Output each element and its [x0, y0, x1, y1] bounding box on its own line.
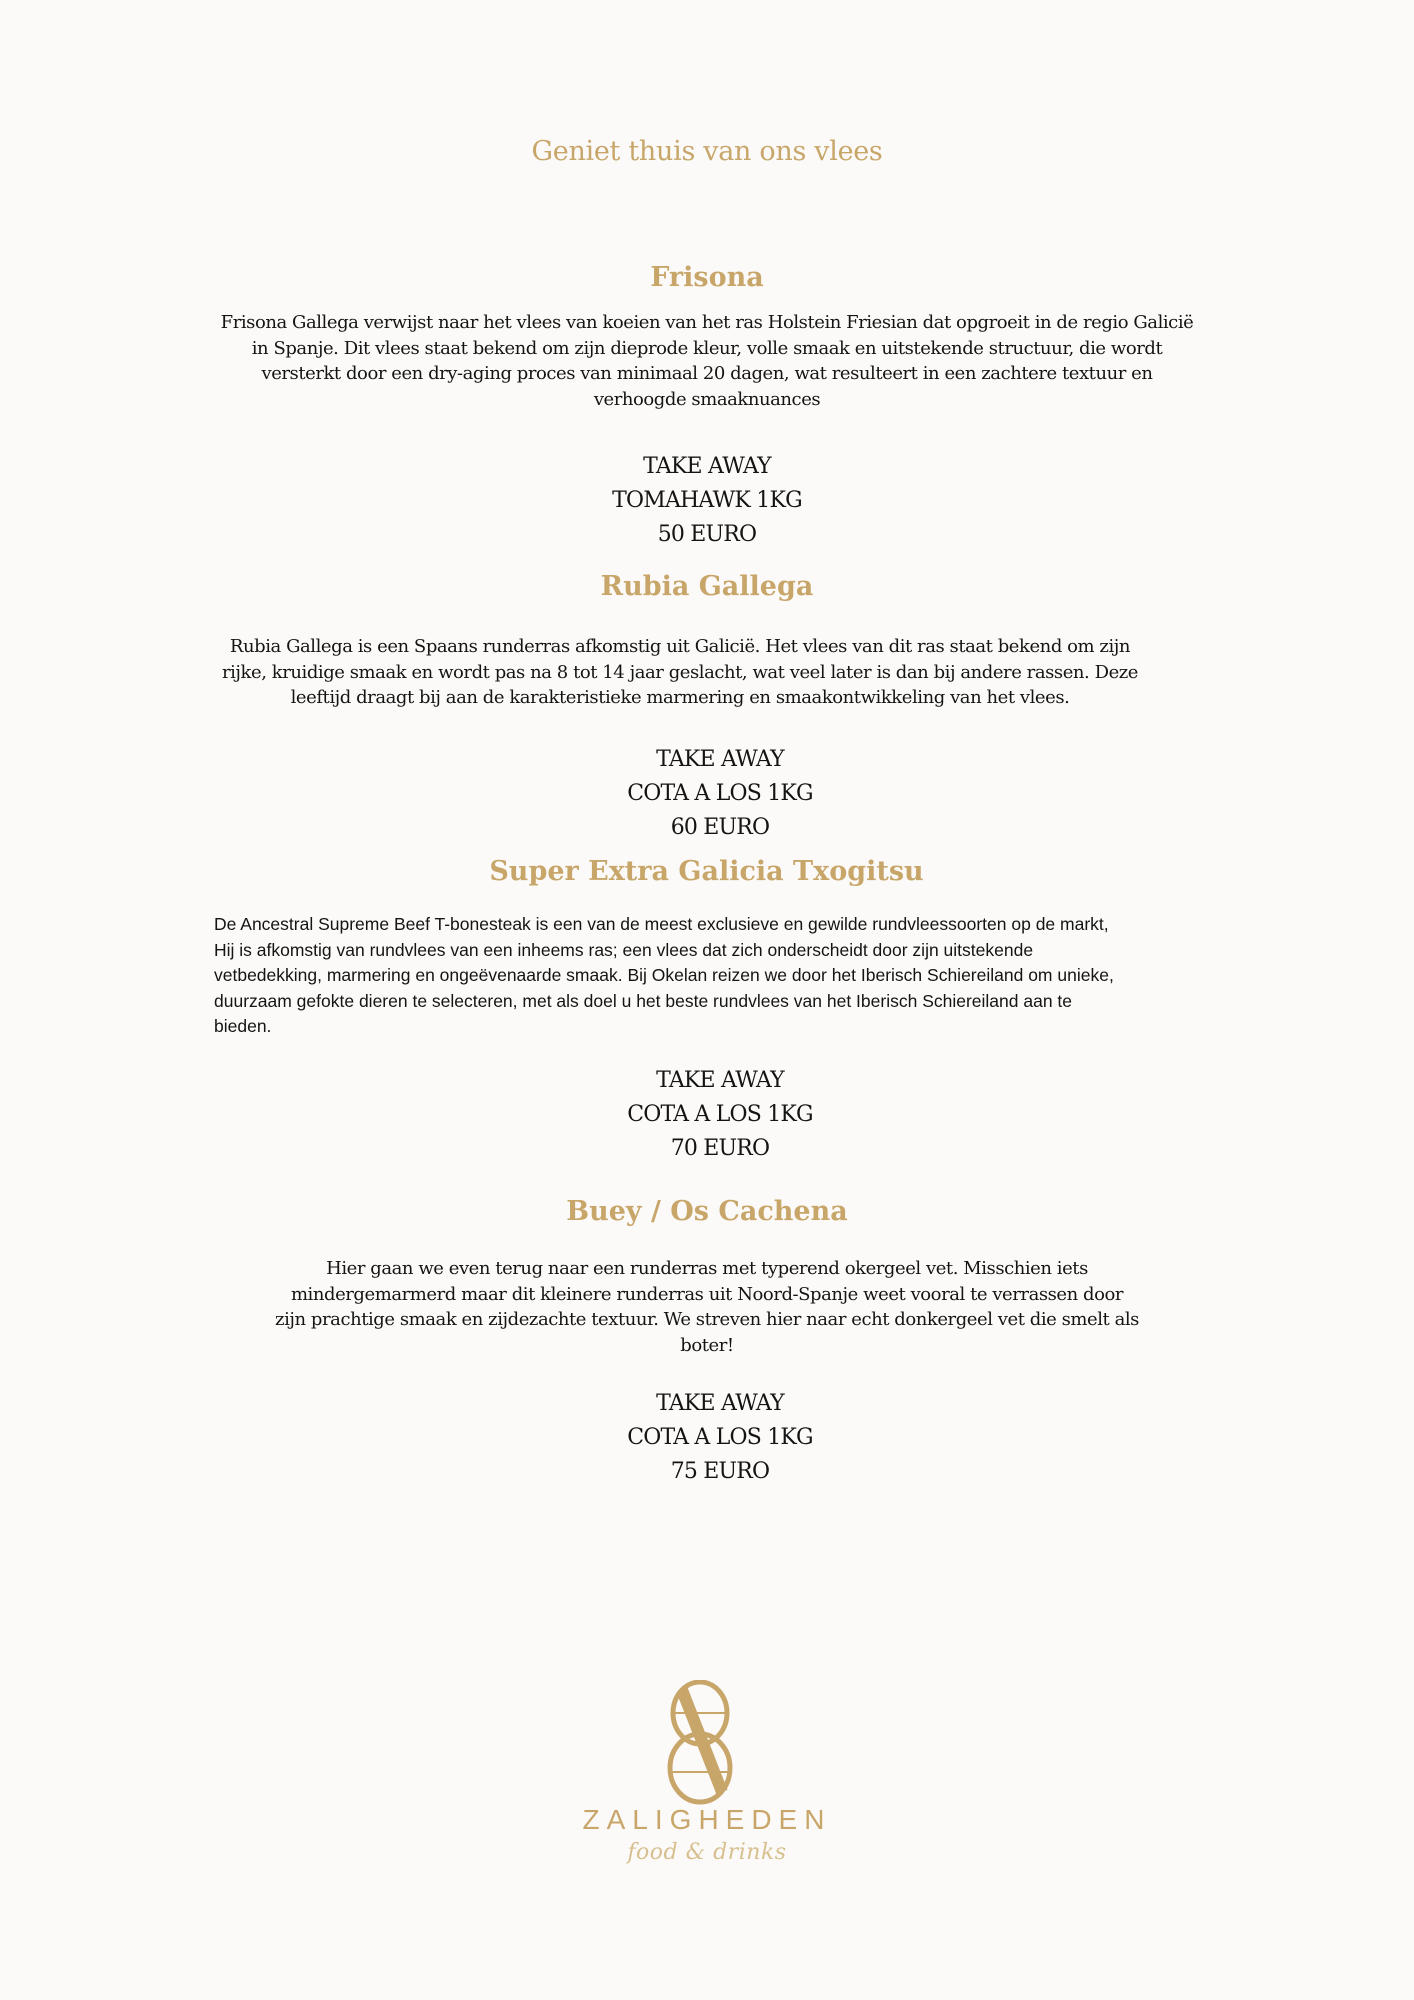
section-buey-os-cachena	[0, 1196, 1414, 1227]
description-line: rijke, kruidige smaak en wordt pas na 8 tot 14 jaar geslacht, wat veel later is dan bij andere rassen. Deze	[221, 661, 1139, 683]
offer-label: TAKE AWAY	[656, 747, 784, 772]
section-title: Super Extra Galicia Txogitsu	[489, 856, 924, 887]
description-line: duurzaam gefokte dieren te selecteren, met als doel u het beste rundvlees van het Iberisch Schiereiland aan te	[214, 990, 1073, 1011]
description-line: verhoogde smaaknuances	[593, 388, 821, 410]
logo-eight-icon	[660, 1680, 740, 1805]
description-line: Frisona Gallega verwijst naar het vlees van koeien van het ras Holstein Friesian dat opgroeit in de regio Galicië	[220, 312, 1194, 333]
offer-item: COTA A LOS 1KG	[627, 781, 813, 806]
section-title: Rubia Gallega	[600, 571, 814, 602]
offer-block	[570, 1387, 870, 1489]
description-line: zijn prachtige smaak en zijdezachte textuur. We streven hier naar echt donkergeel vet die smelt als	[275, 1309, 1139, 1330]
description-line: leeftijd draagt bij aan de karakteristieke marmering en smaakontwikkeling van het vlees.	[290, 687, 1070, 708]
logo-tagline: food & drinks	[627, 1840, 787, 1865]
description-line: in Spanje. Dit vlees staat bekend om zijn dieprode kleur, volle smaak en uitstekende structuur, die wordt	[251, 337, 1163, 359]
offer-price: 50 EURO	[657, 522, 757, 547]
offer-item: COTA A LOS 1KG	[627, 1102, 813, 1127]
logo-wordmark: ZALIGHEDEN	[582, 1804, 832, 1835]
section-title: Buey / Os Cachena	[566, 1196, 848, 1227]
section-frisona	[0, 262, 1414, 293]
offer-label: TAKE AWAY	[643, 454, 771, 479]
description-line: boter!	[680, 1334, 734, 1356]
description-line: bieden.	[214, 1016, 272, 1036]
offer-price: 60 EURO	[670, 815, 770, 840]
offer-block	[570, 743, 870, 845]
description-line: Rubia Gallega is een Spaans runderras afkomstig uit Galicië. Het vlees van dit ras staat bekend om zijn	[229, 636, 1131, 657]
offer-block	[570, 1064, 870, 1166]
section-rubia-gallega	[0, 571, 1414, 602]
offer-price: 70 EURO	[670, 1136, 770, 1161]
description-text	[207, 310, 1207, 412]
section-title: Frisona	[650, 262, 764, 293]
description-line: vetbedekking, marmering en ongeëvenaarde smaak. Bij Okelan reizen we door het Iberisch Schiereiland om unieke,	[214, 965, 1114, 985]
description-text	[205, 634, 1155, 711]
section-description	[0, 310, 1414, 412]
section-super-extra-galicia	[0, 856, 1414, 887]
description-text	[214, 912, 1214, 1040]
offer-price: 75 EURO	[670, 1459, 770, 1484]
description-text	[267, 1256, 1147, 1358]
description-line: Hij is afkomstig van rundvlees van een inheems ras; een vlees dat zich onderscheidt door zijn uitstekende	[214, 939, 1034, 960]
description-line: mindergemarmerd maar dit kleinere runderras uit Noord-Spanje weet vooral te verrassen door	[290, 1283, 1124, 1305]
offer-label: TAKE AWAY	[656, 1068, 784, 1093]
description-line: versterkt door een dry-aging proces van minimaal 20 dagen, wat resulteert in een zachtere textuur en	[261, 363, 1153, 384]
offer-item: COTA A LOS 1KG	[627, 1425, 813, 1450]
description-line: Hier gaan we even terug naar een runderras met typerend okergeel vet. Misschien iets	[326, 1258, 1088, 1279]
description-line: De Ancestral Supreme Beef T-bonesteak is een van de meest exclusieve en gewilde rundvleessoorten op de markt,	[214, 914, 1109, 934]
brand-logo	[0, 1680, 1414, 1880]
section-description	[0, 1256, 1414, 1358]
offer-block	[557, 450, 857, 552]
offer-item: TOMAHAWK 1KG	[612, 488, 802, 513]
section-description	[0, 634, 1414, 711]
offer-label: TAKE AWAY	[656, 1391, 784, 1416]
page-title: Geniet thuis van ons vlees	[531, 136, 883, 167]
